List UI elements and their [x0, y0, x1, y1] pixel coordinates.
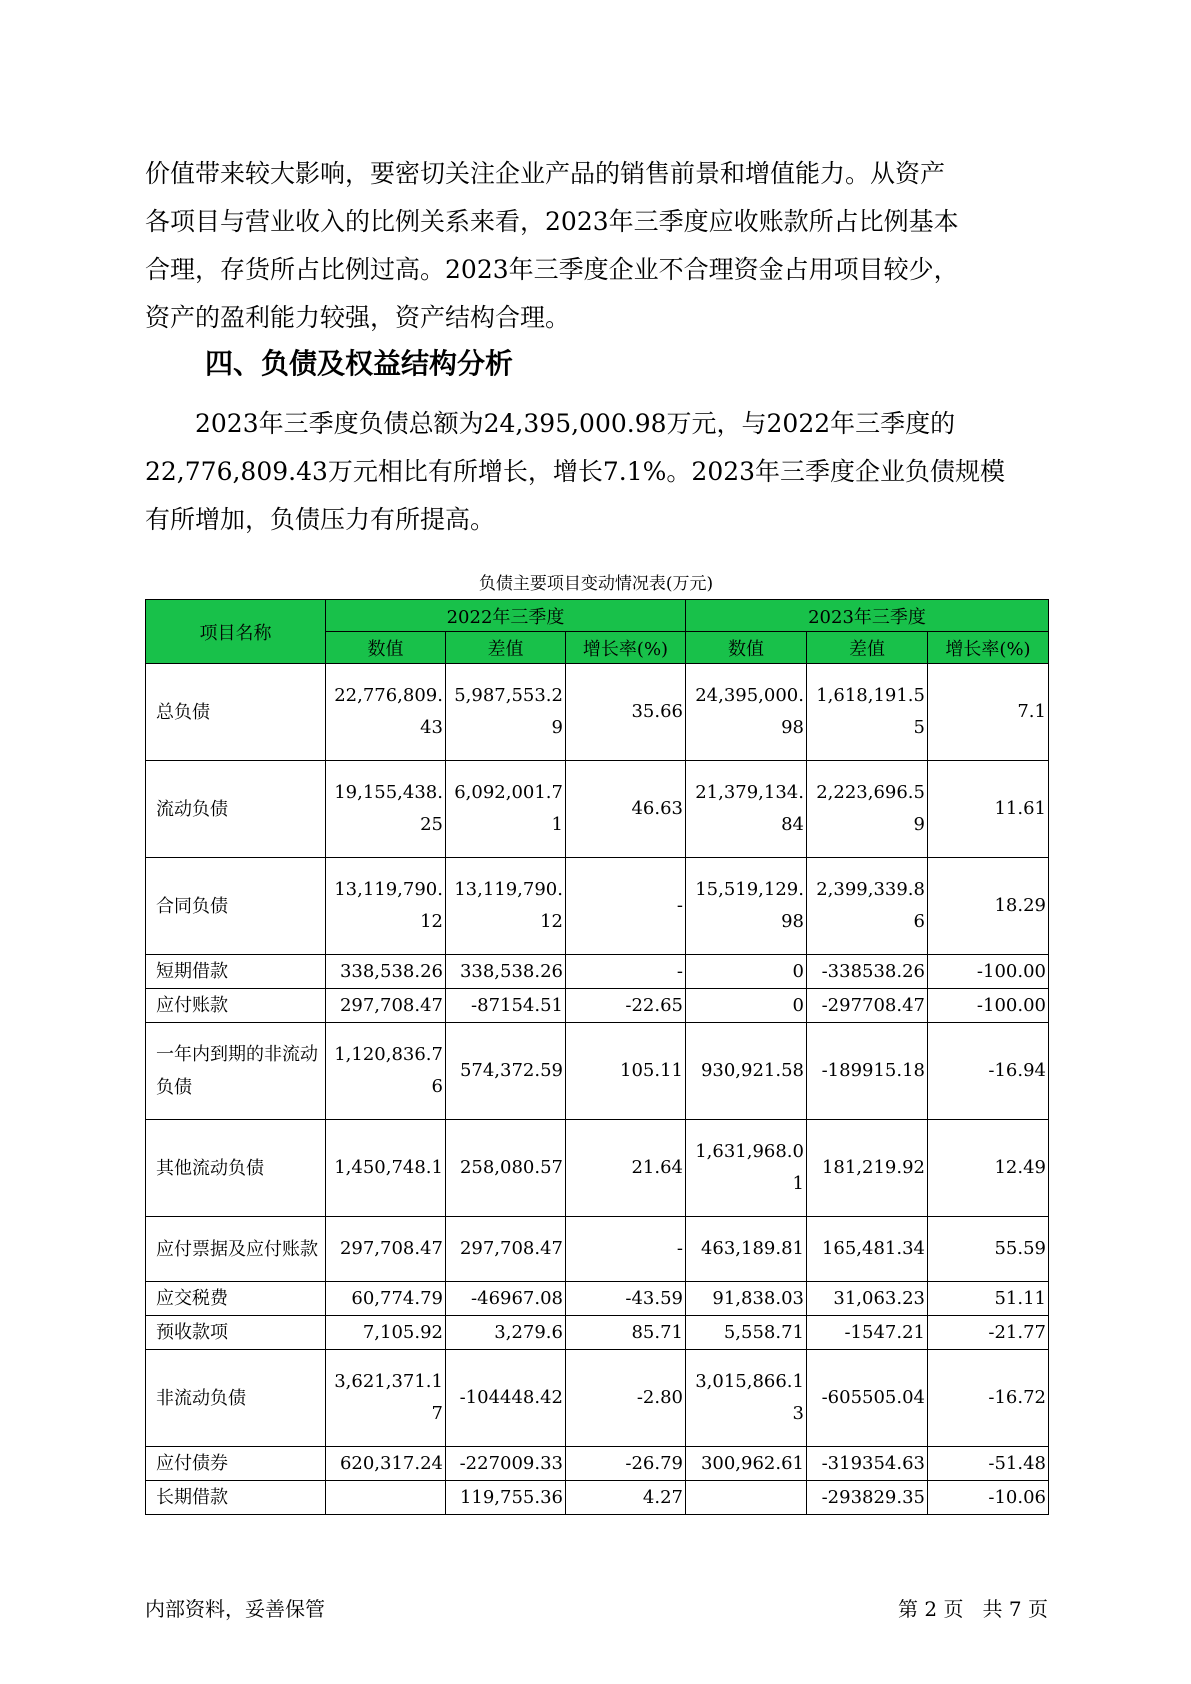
table-row	[146, 955, 1049, 989]
cell-growth-2022: -22.65	[566, 989, 686, 1023]
cell-value-2022: 19,155,438.25	[326, 761, 446, 858]
cell-growth-2022: -43.59	[566, 1282, 686, 1316]
cell-growth-2023: -16.72	[928, 1350, 1049, 1447]
cell-diff-2023: -297708.47	[807, 989, 928, 1023]
footer-confidential-note: 内部资料，妥善保管	[145, 1597, 325, 1621]
cell-growth-2023: -10.06	[928, 1481, 1049, 1515]
row-name: 短期借款	[146, 955, 326, 989]
cell-diff-2022: -46967.08	[446, 1282, 566, 1316]
cell-value-2023: 5,558.71	[686, 1316, 807, 1350]
header-period-2023: 2023年三季度	[686, 600, 1049, 632]
table-row	[146, 1447, 1049, 1481]
table-row	[146, 1282, 1049, 1316]
section-heading: 四、负债及权益结构分析	[205, 347, 514, 380]
paragraph-line: 有所增加，负债压力有所提高。	[145, 505, 496, 534]
cell-growth-2023: 11.61	[928, 761, 1049, 858]
row-name: 预收款项	[146, 1316, 326, 1350]
header-diff-2023: 差值	[807, 632, 928, 664]
cell-diff-2022: 13,119,790.12	[446, 858, 566, 955]
header-value-2023: 数值	[686, 632, 807, 664]
cell-growth-2023: 55.59	[928, 1217, 1049, 1282]
row-name: 其他流动负债	[146, 1120, 326, 1217]
cell-value-2022: 1,120,836.76	[326, 1023, 446, 1120]
cell-diff-2023: -293829.35	[807, 1481, 928, 1515]
liability-table	[145, 599, 1049, 1515]
cell-growth-2022: -	[566, 858, 686, 955]
table-row	[146, 989, 1049, 1023]
cell-growth-2022: 35.66	[566, 664, 686, 761]
cell-value-2023: 15,519,129.98	[686, 858, 807, 955]
cell-diff-2023: -1547.21	[807, 1316, 928, 1350]
row-name: 应付账款	[146, 989, 326, 1023]
paragraph-liability-summary	[145, 400, 1045, 544]
header-growth-2022: 增长率(%)	[566, 632, 686, 664]
cell-diff-2022: -104448.42	[446, 1350, 566, 1447]
cell-growth-2022: -26.79	[566, 1447, 686, 1481]
header-item-name: 项目名称	[146, 600, 326, 664]
cell-diff-2022: 5,987,553.29	[446, 664, 566, 761]
row-name: 应交税费	[146, 1282, 326, 1316]
cell-value-2023: 930,921.58	[686, 1023, 807, 1120]
paragraph-line: 各项目与营业收入的比例关系来看，2023年三季度应收账款所占比例基本	[145, 207, 959, 236]
paragraph-line: 资产的盈利能力较强，资产结构合理。	[145, 303, 571, 332]
row-name: 应付票据及应付账款	[146, 1217, 326, 1282]
cell-value-2023: 1,631,968.01	[686, 1120, 807, 1217]
cell-growth-2022: 46.63	[566, 761, 686, 858]
cell-growth-2023: -16.94	[928, 1023, 1049, 1120]
cell-value-2023: 91,838.03	[686, 1282, 807, 1316]
cell-value-2023	[686, 1481, 807, 1515]
cell-growth-2022: 105.11	[566, 1023, 686, 1120]
cell-diff-2022: 574,372.59	[446, 1023, 566, 1120]
row-name: 长期借款	[146, 1481, 326, 1515]
cell-diff-2022: 119,755.36	[446, 1481, 566, 1515]
footer-page-number: 第 2 页 共 7 页	[898, 1597, 1048, 1621]
cell-value-2022: 297,708.47	[326, 1217, 446, 1282]
cell-diff-2023: 2,399,339.86	[807, 858, 928, 955]
table-caption: 负债主要项目变动情况表(万元)	[478, 574, 714, 594]
cell-growth-2022: -	[566, 955, 686, 989]
cell-diff-2023: -605505.04	[807, 1350, 928, 1447]
cell-growth-2022: -	[566, 1217, 686, 1282]
row-name: 非流动负债	[146, 1350, 326, 1447]
cell-diff-2023: -189915.18	[807, 1023, 928, 1120]
cell-value-2022: 297,708.47	[326, 989, 446, 1023]
table-row	[146, 1120, 1049, 1217]
row-name: 一年内到期的非流动负债	[146, 1023, 326, 1120]
header-growth-2023: 增长率(%)	[928, 632, 1049, 664]
table-row	[146, 1023, 1049, 1120]
cell-growth-2022: 21.64	[566, 1120, 686, 1217]
cell-diff-2022: 297,708.47	[446, 1217, 566, 1282]
cell-diff-2023: 181,219.92	[807, 1120, 928, 1217]
cell-diff-2022: 6,092,001.71	[446, 761, 566, 858]
row-name: 合同负债	[146, 858, 326, 955]
cell-diff-2023: -319354.63	[807, 1447, 928, 1481]
cell-value-2022: 13,119,790.12	[326, 858, 446, 955]
header-diff-2022: 差值	[446, 632, 566, 664]
cell-value-2022: 22,776,809.43	[326, 664, 446, 761]
table-row	[146, 1481, 1049, 1515]
cell-value-2023: 0	[686, 955, 807, 989]
table-row	[146, 1316, 1049, 1350]
cell-diff-2022: 258,080.57	[446, 1120, 566, 1217]
cell-diff-2023: 2,223,696.59	[807, 761, 928, 858]
cell-value-2022: 620,317.24	[326, 1447, 446, 1481]
cell-growth-2023: -100.00	[928, 989, 1049, 1023]
paragraph-line: 合理，存货所占比例过高。2023年三季度企业不合理资金占用项目较少，	[145, 255, 959, 284]
cell-diff-2022: -87154.51	[446, 989, 566, 1023]
cell-growth-2023: 18.29	[928, 858, 1049, 955]
cell-growth-2023: -51.48	[928, 1447, 1049, 1481]
cell-value-2022: 60,774.79	[326, 1282, 446, 1316]
cell-growth-2022: 4.27	[566, 1481, 686, 1515]
cell-diff-2022: 338,538.26	[446, 955, 566, 989]
header-value-2022: 数值	[326, 632, 446, 664]
row-name: 应付债券	[146, 1447, 326, 1481]
table-row	[146, 1350, 1049, 1447]
cell-diff-2023: 165,481.34	[807, 1217, 928, 1282]
cell-growth-2023: -100.00	[928, 955, 1049, 989]
cell-diff-2023: 1,618,191.55	[807, 664, 928, 761]
cell-value-2023: 24,395,000.98	[686, 664, 807, 761]
table-row	[146, 858, 1049, 955]
cell-growth-2023: -21.77	[928, 1316, 1049, 1350]
cell-diff-2023: -338538.26	[807, 955, 928, 989]
cell-value-2022: 1,450,748.1	[326, 1120, 446, 1217]
cell-value-2022: 338,538.26	[326, 955, 446, 989]
row-name: 流动负债	[146, 761, 326, 858]
cell-value-2023: 463,189.81	[686, 1217, 807, 1282]
cell-value-2023: 300,962.61	[686, 1447, 807, 1481]
paragraph-line: 22,776,809.43万元相比有所增长，增长7.1%。2023年三季度企业负债规模	[145, 457, 1006, 486]
table-row	[146, 761, 1049, 858]
cell-value-2023: 21,379,134.84	[686, 761, 807, 858]
paragraph-line: 2023年三季度负债总额为24,395,000.98万元，与2022年三季度的	[195, 409, 956, 438]
paragraph-line: 价值带来较大影响，要密切关注企业产品的销售前景和增值能力。从资产	[145, 159, 946, 188]
table-row	[146, 1217, 1049, 1282]
cell-diff-2023: 31,063.23	[807, 1282, 928, 1316]
paragraph-asset-conclusion	[145, 150, 1045, 342]
cell-value-2022: 7,105.92	[326, 1316, 446, 1350]
table-row	[146, 664, 1049, 761]
cell-growth-2023: 12.49	[928, 1120, 1049, 1217]
cell-growth-2023: 7.1	[928, 664, 1049, 761]
cell-value-2023: 3,015,866.13	[686, 1350, 807, 1447]
cell-growth-2023: 51.11	[928, 1282, 1049, 1316]
cell-growth-2022: -2.80	[566, 1350, 686, 1447]
cell-value-2022: 3,621,371.17	[326, 1350, 446, 1447]
cell-diff-2022: -227009.33	[446, 1447, 566, 1481]
header-period-2022: 2022年三季度	[326, 600, 686, 632]
row-name: 总负债	[146, 664, 326, 761]
cell-value-2022	[326, 1481, 446, 1515]
cell-value-2023: 0	[686, 989, 807, 1023]
cell-growth-2022: 85.71	[566, 1316, 686, 1350]
cell-diff-2022: 3,279.6	[446, 1316, 566, 1350]
